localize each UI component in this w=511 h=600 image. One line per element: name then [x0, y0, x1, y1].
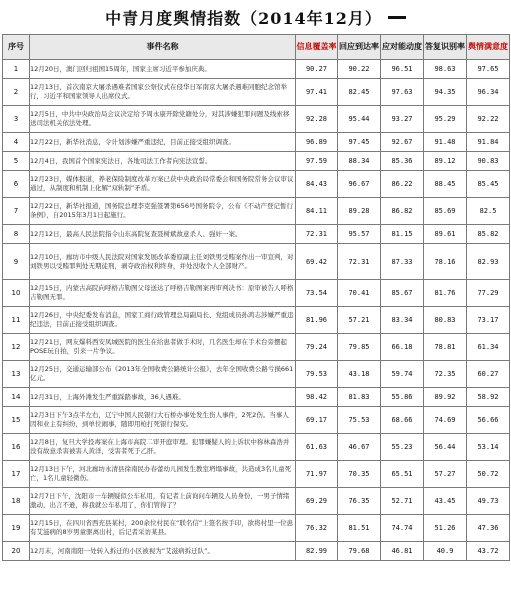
cell-satisfaction: 82.93 — [467, 244, 510, 280]
cell-coverage: 90.27 — [296, 60, 338, 79]
cell-response: 95.57 — [338, 225, 381, 244]
cell-event: 12月23日，媒体报道，养老保险制度改革方案已获中央政治局常委会和国务院常务会议审议通过，从制度和机制上化解“双轨制”矛盾。 — [30, 171, 296, 198]
cell-identification: 89.12 — [424, 152, 467, 171]
cell-identification: 40.9 — [424, 542, 467, 561]
cell-identification: 72.35 — [424, 361, 467, 388]
cell-capability: 55.86 — [381, 388, 424, 407]
cell-event: 12月5日，中共中央政治局会议决定给予周永康开除党籍处分，对其涉嫌犯罪问题及线索移送司法机关依法处理。 — [30, 106, 296, 133]
table-row — [3, 106, 510, 133]
table-row — [3, 152, 510, 171]
cell-identification: 89.61 — [424, 225, 467, 244]
cell-no: 7 — [3, 198, 30, 225]
table-row — [3, 198, 510, 225]
cell-coverage: 92.28 — [296, 106, 338, 133]
cell-response: 79.85 — [338, 334, 381, 361]
cell-capability: 59.74 — [381, 361, 424, 388]
cell-response: 90.22 — [338, 60, 381, 79]
cell-response: 79.68 — [338, 542, 381, 561]
table-row — [3, 171, 510, 198]
cell-identification: 85.69 — [424, 198, 467, 225]
cell-capability: 46.81 — [381, 542, 424, 561]
cell-capability: 74.74 — [381, 515, 424, 542]
cell-response: 95.44 — [338, 106, 381, 133]
cell-identification: 95.29 — [424, 106, 467, 133]
table-row — [3, 133, 510, 152]
cell-satisfaction: 77.29 — [467, 280, 510, 307]
cell-satisfaction: 91.84 — [467, 133, 510, 152]
cell-capability: 66.18 — [381, 334, 424, 361]
cell-coverage: 69.42 — [296, 244, 338, 280]
cell-event: 12月13日，首次南京大屠杀遇难者国家公祭仪式在侵华日军南京大屠杀遇难同胞纪念馆举行，习近平和国家领导人出席仪式。 — [30, 79, 296, 106]
cell-event: 12月20日，澳门回归祖国15周年，国家主席习近平参加庆典。 — [30, 60, 296, 79]
cell-identification: 80.83 — [424, 307, 467, 334]
col-header-identification: 答复识别率 — [424, 35, 467, 60]
cell-event: 12月22日，新华社报道，国务院总理李克强签署第656号国务院令，公布《不动产登记暂行条例》，自2015年3月1日起施行。 — [30, 198, 296, 225]
cell-identification: 78.16 — [424, 244, 467, 280]
cell-coverage: 96.89 — [296, 133, 338, 152]
cell-no: 17 — [3, 461, 30, 488]
cell-event: 12月末，河南南阳一处转入拆迁的小区被视为“艾滋病拆迁队”。 — [30, 542, 296, 561]
cell-identification: 56.44 — [424, 434, 467, 461]
cell-capability: 85.36 — [381, 152, 424, 171]
table-row — [3, 334, 510, 361]
cell-no: 6 — [3, 171, 30, 198]
cell-satisfaction: 61.34 — [467, 334, 510, 361]
cell-no: 13 — [3, 361, 30, 388]
cell-identification: 98.63 — [424, 60, 467, 79]
cell-capability: 65.51 — [381, 461, 424, 488]
cell-capability: 97.63 — [381, 79, 424, 106]
cell-no: 5 — [3, 152, 30, 171]
cell-coverage: 79.53 — [296, 361, 338, 388]
title-dash — [388, 16, 406, 19]
cell-satisfaction: 73.17 — [467, 307, 510, 334]
cell-coverage: 82.99 — [296, 542, 338, 561]
cell-satisfaction: 60.27 — [467, 361, 510, 388]
cell-response: 89.28 — [338, 198, 381, 225]
col-header-capability: 应对能动度 — [381, 35, 424, 60]
table-row — [3, 542, 510, 561]
cell-response: 75.53 — [338, 407, 381, 434]
cell-event: 12月12日，最高人民法院指令山东高院复查聂树斌故意杀人、强奸一案。 — [30, 225, 296, 244]
cell-satisfaction: 82.5 — [467, 198, 510, 225]
cell-capability: 86.82 — [381, 198, 424, 225]
cell-coverage: 81.96 — [296, 307, 338, 334]
cell-satisfaction: 96.34 — [467, 79, 510, 106]
cell-identification: 81.76 — [424, 280, 467, 307]
cell-satisfaction: 85.45 — [467, 171, 510, 198]
col-header-event: 事件名称 — [30, 35, 296, 60]
cell-event: 12月10日，廊坊市中级人民法院对国家发展改革委原副主任刘铁男受贿案作出一审宣判，对刘铁男以受贿罪判处无期徒刑，剥夺政治权利终身，并处没收个人全部财产。 — [30, 244, 296, 280]
table-row — [3, 515, 510, 542]
cell-event: 12月3日下午3点半左右，辽宁中国人民银行大石桥办事处发生伤人事件，2死2伤。当事人因和业主有纠纷，到单位闹事，随即用枪打死银行保安。 — [30, 407, 296, 434]
cell-no: 14 — [3, 388, 30, 407]
cell-response: 72.31 — [338, 244, 381, 280]
cell-response: 82.45 — [338, 79, 381, 106]
cell-coverage: 79.24 — [296, 334, 338, 361]
cell-event: 12月31日，上海外滩发生严重踩踏事故，36人遇难。 — [30, 388, 296, 407]
cell-satisfaction: 49.73 — [467, 488, 510, 515]
cell-satisfaction: 92.22 — [467, 106, 510, 133]
cell-satisfaction: 53.14 — [467, 434, 510, 461]
cell-no: 2 — [3, 79, 30, 106]
cell-satisfaction: 50.72 — [467, 461, 510, 488]
cell-identification: 51.26 — [424, 515, 467, 542]
cell-capability: 81.15 — [381, 225, 424, 244]
table-row — [3, 244, 510, 280]
cell-capability: 52.71 — [381, 488, 424, 515]
cell-response: 46.67 — [338, 434, 381, 461]
cell-capability: 96.51 — [381, 60, 424, 79]
cell-identification: 74.69 — [424, 407, 467, 434]
cell-event: 12月26日，中央纪委发布消息，国家工商行政管理总局副局长、党组成员孙鸿志涉嫌严重违纪违法，目前正接受组织调查。 — [30, 307, 296, 334]
cell-identification: 94.35 — [424, 79, 467, 106]
table-row — [3, 79, 510, 106]
table-row — [3, 388, 510, 407]
cell-no: 1 — [3, 60, 30, 79]
col-header-no: 序号 — [3, 35, 30, 60]
cell-no: 16 — [3, 434, 30, 461]
cell-event: 12月15日，内蒙古高院向呼格吉勒图父母送达了呼格吉勒图案再审判决书：原审被告人呼格吉勒图无罪。 — [30, 280, 296, 307]
cell-capability: 83.34 — [381, 307, 424, 334]
col-header-coverage: 信息覆盖率 — [296, 35, 338, 60]
cell-coverage: 69.29 — [296, 488, 338, 515]
cell-coverage: 73.54 — [296, 280, 338, 307]
cell-capability: 92.67 — [381, 133, 424, 152]
cell-no: 10 — [3, 280, 30, 307]
cell-response: 96.67 — [338, 171, 381, 198]
table-header-row — [3, 35, 510, 60]
cell-response: 88.34 — [338, 152, 381, 171]
table-row — [3, 307, 510, 334]
table-row — [3, 280, 510, 307]
cell-no: 20 — [3, 542, 30, 561]
cell-no: 18 — [3, 488, 30, 515]
cell-coverage: 84.43 — [296, 171, 338, 198]
cell-satisfaction: 47.36 — [467, 515, 510, 542]
cell-no: 3 — [3, 106, 30, 133]
table-row — [3, 407, 510, 434]
cell-event: 12月4日，我国首个国家宪法日，各地司法工作者向宪法宣誓。 — [30, 152, 296, 171]
cell-capability: 55.23 — [381, 434, 424, 461]
cell-response: 70.41 — [338, 280, 381, 307]
cell-coverage: 71.97 — [296, 461, 338, 488]
cell-identification: 43.45 — [424, 488, 467, 515]
table-row — [3, 60, 510, 79]
cell-identification: 91.48 — [424, 133, 467, 152]
cell-identification: 78.81 — [424, 334, 467, 361]
cell-response: 76.35 — [338, 488, 381, 515]
cell-satisfaction: 43.72 — [467, 542, 510, 561]
cell-coverage: 69.17 — [296, 407, 338, 434]
title-row — [0, 0, 511, 34]
table-row — [3, 361, 510, 388]
cell-response: 81.51 — [338, 515, 381, 542]
cell-event: 12月7日下午，沈阳市一车辆疑似公车私用，有记者上前询问车辆及人员身份，一男子情绪激动，出言不逊，称我就公车私用了，你们管得了？ — [30, 488, 296, 515]
cell-no: 8 — [3, 225, 30, 244]
table-row — [3, 461, 510, 488]
cell-capability: 87.33 — [381, 244, 424, 280]
cell-identification: 88.45 — [424, 171, 467, 198]
table-row — [3, 488, 510, 515]
cell-coverage: 97.59 — [296, 152, 338, 171]
cell-capability: 68.66 — [381, 407, 424, 434]
cell-no: 11 — [3, 307, 30, 334]
cell-coverage: 97.41 — [296, 79, 338, 106]
cell-satisfaction: 97.65 — [467, 60, 510, 79]
cell-satisfaction: 90.83 — [467, 152, 510, 171]
cell-response: 57.21 — [338, 307, 381, 334]
col-header-satisfaction: 舆情满意度 — [467, 35, 510, 60]
cell-capability: 86.22 — [381, 171, 424, 198]
cell-identification: 57.27 — [424, 461, 467, 488]
cell-coverage: 98.42 — [296, 388, 338, 407]
cell-event: 12月22日，新华社消息，令计划涉嫌严重违纪，目前正接受组织调查。 — [30, 133, 296, 152]
table-row — [3, 434, 510, 461]
index-table — [2, 34, 510, 561]
cell-identification: 89.92 — [424, 388, 467, 407]
cell-coverage: 61.63 — [296, 434, 338, 461]
cell-satisfaction: 58.92 — [467, 388, 510, 407]
cell-event: 12月13日下午，河北廊坊永清县徐南民办春蕾幼儿园发生教室坍塌事故，共造成3名儿童死亡，1名儿童轻微伤。 — [30, 461, 296, 488]
cell-event: 12月25日，交通运输部公布《2013年全国收费公路统计公报》，去年全国收费公路亏损661亿元。 — [30, 361, 296, 388]
cell-coverage: 72.31 — [296, 225, 338, 244]
col-header-response: 回应到达率 — [338, 35, 381, 60]
cell-response: 97.45 — [338, 133, 381, 152]
table-row — [3, 225, 510, 244]
cell-capability: 85.67 — [381, 280, 424, 307]
cell-no: 9 — [3, 244, 30, 280]
cell-response: 43.18 — [338, 361, 381, 388]
cell-no: 19 — [3, 515, 30, 542]
cell-no: 15 — [3, 407, 30, 434]
cell-coverage: 84.11 — [296, 198, 338, 225]
cell-no: 4 — [3, 133, 30, 152]
cell-coverage: 76.32 — [296, 515, 338, 542]
cell-event: 12月15日，在四川省西充县某村，200余位村民在“联名信”上签名按手印，欲将村里一位患有艾滋病的8岁男童驱离出村，后记者采访某县。 — [30, 515, 296, 542]
cell-capability: 93.27 — [381, 106, 424, 133]
cell-event: 12月21日，网友爆料西安凤城医院的医生在给患者做手术时，几名医生却在手术台旁摆起POSE玩自拍，引来一片争议。 — [30, 334, 296, 361]
cell-satisfaction: 85.82 — [467, 225, 510, 244]
cell-event: 12月8日，复旦大学投毒案在上海市高院二审开庭审理。犯罪嫌疑人的上诉状中称林森浩并没有故意杀害被害人黄洋，受害者死于乙肝。 — [30, 434, 296, 461]
cell-response: 70.35 — [338, 461, 381, 488]
table-body — [3, 60, 510, 561]
page-title: 中青月度舆情指数（2014年12月） — [105, 8, 382, 28]
cell-response: 81.83 — [338, 388, 381, 407]
cell-satisfaction: 56.66 — [467, 407, 510, 434]
cell-no: 12 — [3, 334, 30, 361]
